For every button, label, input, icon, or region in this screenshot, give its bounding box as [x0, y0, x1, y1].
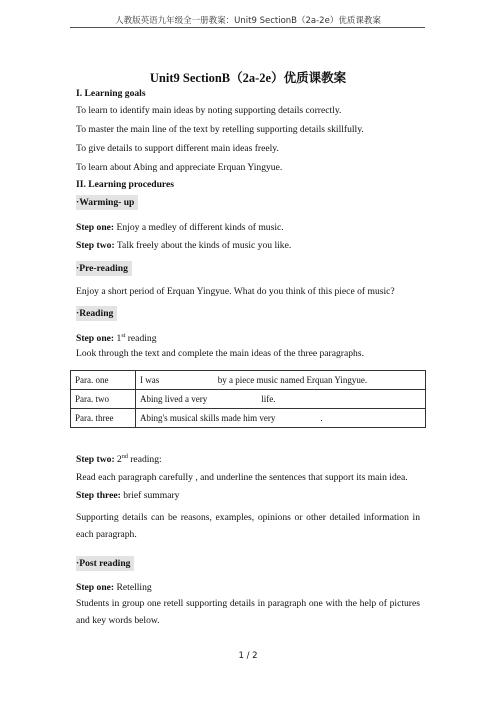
- step-label: Step one:: [76, 222, 115, 233]
- step-label: Step three:: [76, 490, 121, 501]
- reading-step-two-desc: Read each paragraph carefully , and underline the sentences that support its main idea.: [76, 472, 408, 483]
- goal-item: To give details to support different main ideas freely.: [76, 143, 279, 154]
- step-text: Enjoy a medley of different kinds of music.: [114, 222, 284, 233]
- step-label: Step two:: [76, 454, 115, 466]
- section-label: Warming- up: [79, 197, 135, 208]
- bullet-dot: ·: [76, 263, 80, 274]
- main-ideas-table: [70, 370, 426, 428]
- step-label: Step two:: [76, 240, 115, 251]
- step-ordinal: 2: [114, 454, 122, 466]
- page-number: 1 / 2: [238, 651, 258, 661]
- step-label: Step one:: [76, 333, 115, 345]
- table-cell-text: Abing lived a very life.: [136, 390, 426, 409]
- step-ordinal-suffix: st: [121, 333, 126, 339]
- table-row: [71, 390, 426, 409]
- section-label: Post reading: [79, 558, 131, 569]
- reading-step-one: [76, 330, 157, 345]
- summary-paragraph: Supporting details can be reasons, examples, opinions or other detailed information in each paragraph.: [76, 512, 420, 540]
- step-label: Step one:: [76, 582, 115, 593]
- table-row: [71, 371, 426, 390]
- section-pre-reading: [76, 261, 132, 276]
- section-reading: [76, 306, 117, 321]
- post-description: Students in group one retell supporting details in paragraph one with the help of pictures and key words below.: [76, 598, 420, 626]
- table-cell-para: Para. two: [71, 390, 136, 409]
- bullet-dot: ·: [76, 558, 80, 569]
- header-divider: [70, 27, 425, 28]
- section-label: Pre-reading: [79, 263, 128, 274]
- bullet-dot: ·: [76, 308, 80, 319]
- table-cell-para: Para. one: [71, 371, 136, 390]
- goal-item: To learn about Abing and appreciate Erquan Yingyue.: [76, 162, 283, 173]
- step-text: Talk freely about the kinds of music you like.: [114, 240, 292, 251]
- table-row: [71, 409, 426, 428]
- section-warming-up: [76, 195, 138, 210]
- prereading-text: Enjoy a short period of Erquan Yingyue. What do you think of this piece of music?: [76, 286, 395, 297]
- goal-item: To learn to identify main ideas by noting supporting details correctly.: [76, 105, 342, 116]
- table-cell-text: I was by a piece music named Erquan Yingyue.: [136, 371, 426, 390]
- section-post-reading: [76, 556, 134, 571]
- goal-item: To master the main line of the text by retelling supporting details skillfully.: [76, 124, 364, 135]
- warming-step-two: [76, 240, 291, 252]
- step-ordinal-suffix: nd: [121, 454, 128, 460]
- document-title: Unit9 SectionB（2a-2e）优质课教案: [149, 71, 347, 85]
- procedures-heading: II. Learning procedures: [76, 179, 174, 190]
- reading-step-three: [76, 490, 179, 502]
- page-header: 人教版英语九年级全一册教案：Unit9 SectionB（2a-2e）优质课教案: [115, 16, 381, 26]
- step-text: reading:: [127, 454, 162, 466]
- reading-step-two: [76, 451, 162, 466]
- step-text: Retelling: [114, 582, 152, 593]
- table-cell-text: Abing's musical skills made him very .: [136, 409, 426, 428]
- post-step-one: [76, 582, 152, 594]
- learning-goals-heading: I. Learning goals: [76, 88, 146, 99]
- table-cell-para: Para. three: [71, 409, 136, 428]
- step-ordinal: 1: [114, 333, 122, 345]
- step-text: reading: [125, 333, 157, 345]
- reading-instruction: Look through the text and complete the main ideas of the three paragraphs.: [76, 348, 364, 359]
- section-label: Reading: [79, 308, 114, 319]
- step-text: brief summary: [120, 490, 180, 501]
- bullet-dot: ·: [76, 197, 80, 208]
- warming-step-one: [76, 222, 284, 234]
